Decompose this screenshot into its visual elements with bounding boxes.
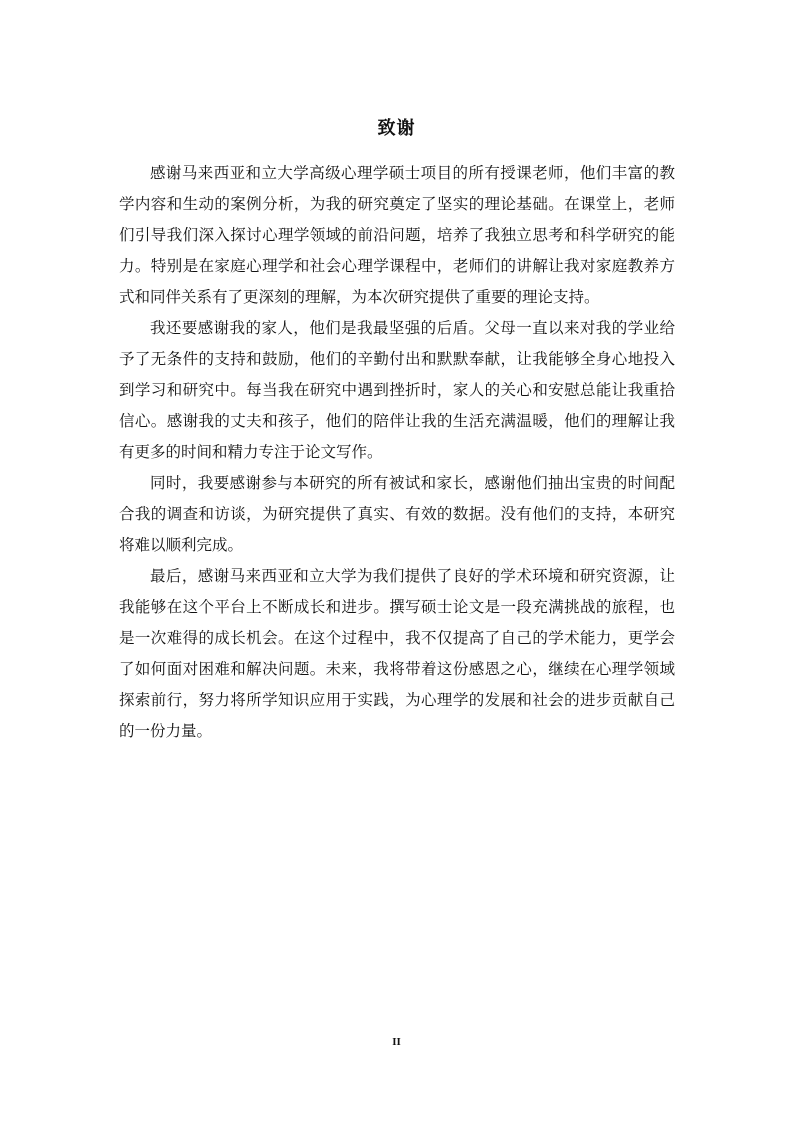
page-number: II (392, 1036, 401, 1048)
page-title: 致谢 (377, 118, 416, 140)
paragraph-teachers: 感谢马来西亚和立大学高级心理学硕士项目的所有授课老师，他们丰富的教学内容和生动的案例分析，为我的研究奠定了坚实的理论基础。在课堂上，老师们引导我们深入探讨心理学领域的前沿问题，培养了我独立思考和科学研究的能力。特别是在家庭心理学和社会心理学课程中，老师们的讲解让我对家庭教养方式和同伴关系有了更深刻的理解，为本次研究提供了重要的理论支持。 (119, 164, 675, 306)
paragraph-university: 最后，感谢马来西亚和立大学为我们提供了良好的学术环境和研究资源，让我能够在这个平台上不断成长和进步。撰写硕士论文是一段充满挑战的旅程，也是一次难得的成长机会。在这个过程中，我不仅提高了自己的学术能力，更学会了如何面对困难和解决问题。未来，我将带着这份感恩之心，继续在心理学领域探索前行，努力将所学知识应用于实践，为心理学的发展和社会的进步贡献自己的一份力量。 (119, 567, 675, 740)
paragraph-participants: 同时，我要感谢参与本研究的所有被试和家长，感谢他们抽出宝贵的时间配合我的调查和访谈，为研究提供了真实、有效的数据。没有他们的支持，本研究将难以顺利完成。 (119, 474, 675, 554)
paragraph-family: 我还要感谢我的家人，他们是我最坚强的后盾。父母一直以来对我的学业给予了无条件的支持和鼓励，他们的辛勤付出和默默奉献，让我能够全身心地投入到学习和研究中。每当我在研究中遇到挫折时，家人的关心和安慰总能让我重拾信心。感谢我的丈夫和孩子，他们的陪伴让我的生活充满温暖，他们的理解让我有更多的时间和精力专注于论文写作。 (119, 319, 675, 461)
acknowledgement-body (119, 158, 675, 747)
